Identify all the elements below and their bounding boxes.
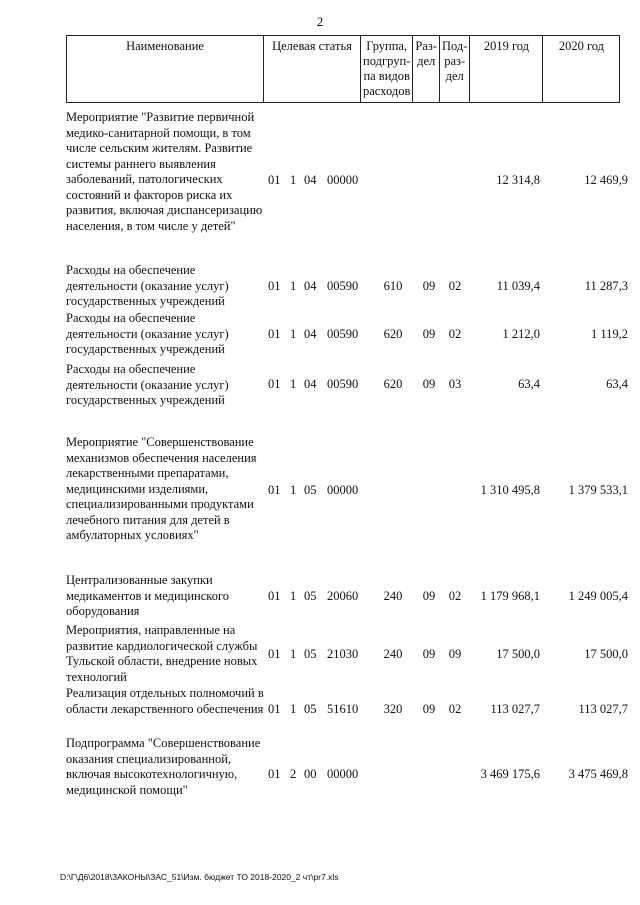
cell-c3: 04	[304, 173, 317, 187]
cell-c2: 2	[290, 767, 297, 781]
cell-y2020: 1 379 533,1	[568, 483, 628, 497]
cell-c1: 01	[268, 483, 281, 497]
cell-pr: 09	[448, 647, 462, 661]
cell-c4: 00590	[327, 327, 359, 341]
cell-y2020: 1 249 005,4	[568, 589, 628, 603]
cell-c2: 1	[290, 173, 297, 187]
cell-c2: 1	[290, 647, 297, 661]
cell-y2019: 1 179 968,1	[480, 589, 540, 603]
header-group: Группа, подгруп-па видов расходов	[361, 36, 413, 103]
cell-pr: 02	[448, 327, 462, 341]
cell-y2019: 12 314,8	[496, 173, 540, 187]
cell-c4: 00000	[327, 483, 359, 497]
cell-y2019: 3 469 175,6	[480, 767, 540, 781]
cell-c1: 01	[268, 589, 281, 603]
cell-grp: 610	[383, 279, 403, 293]
cell-y2019: 1 212,0	[502, 327, 540, 341]
header-name: Наименование	[67, 36, 264, 103]
header-2019: 2019 год	[470, 36, 543, 103]
cell-c3: 04	[304, 377, 317, 391]
cell-c4: 00590	[327, 279, 359, 293]
cell-c1: 01	[268, 173, 281, 187]
cell-y2020: 1 119,2	[590, 327, 628, 341]
cell-rz: 09	[422, 589, 436, 603]
row-name: Подпрограмма "Совершенствование оказания специализированной, включая высокотехнологичную, медицинской помощи"	[66, 736, 261, 797]
cell-grp: 240	[383, 589, 403, 603]
table-header	[66, 35, 620, 103]
cell-y2019: 1 310 495,8	[480, 483, 540, 497]
cell-rz: 09	[422, 647, 436, 661]
cell-c4: 51610	[327, 702, 359, 716]
cell-y2019: 113 027,7	[490, 702, 540, 716]
cell-c3: 05	[304, 647, 317, 661]
row-name: Расходы на обеспечение деятельности (оказание услуг) государственных учреждений	[66, 263, 229, 308]
page-number: 2	[316, 14, 324, 29]
cell-y2019: 11 039,4	[496, 279, 540, 293]
cell-pr: 02	[448, 279, 462, 293]
header-2020: 2020 год	[543, 36, 620, 103]
cell-y2019: 17 500,0	[496, 647, 540, 661]
table-row	[0, 736, 640, 886]
cell-c2: 1	[290, 702, 297, 716]
cell-c1: 01	[268, 767, 281, 781]
cell-grp: 620	[383, 327, 403, 341]
cell-c1: 01	[268, 647, 281, 661]
cell-c1: 01	[268, 377, 281, 391]
cell-c4: 20060	[327, 589, 359, 603]
header-target: Целевая статья	[264, 36, 361, 103]
cell-grp: 620	[383, 377, 403, 391]
cell-c3: 05	[304, 702, 317, 716]
cell-c3: 05	[304, 483, 317, 497]
row-name: Мероприятие "Совершенствование механизмов обеспечения населения лекарственными препаратами, медицинскими изделиями, специализированными продуктами лечебного питания для детей в амбулаторных условиях"	[66, 435, 257, 542]
cell-grp: 240	[383, 647, 403, 661]
row-name: Мероприятие "Развитие первичной медико-санитарной помощи, в том числе сельским жителям. Развитие системы раннего выявления заболеваний, патологических состояний и факторов риска их развития, включая диспансеризацию населения, в том числе у детей"	[66, 110, 263, 233]
cell-c2: 1	[290, 377, 297, 391]
cell-c3: 04	[304, 327, 317, 341]
row-name: Мероприятия, направленные на развитие кардиологической службы Тульской области, внедрение новых технологий	[66, 623, 258, 684]
cell-pr: 02	[448, 702, 462, 716]
cell-c2: 1	[290, 589, 297, 603]
cell-pr: 02	[448, 589, 462, 603]
cell-c1: 01	[268, 702, 281, 716]
cell-c2: 1	[290, 483, 297, 497]
cell-y2020: 3 475 469,8	[568, 767, 628, 781]
row-name: Централизованные закупки медикаментов и медицинского оборудования	[66, 573, 230, 618]
cell-y2020: 12 469,9	[584, 173, 628, 187]
header-podrazdel: Под-раз-дел	[439, 36, 469, 103]
cell-c1: 01	[268, 327, 281, 341]
cell-pr: 03	[448, 377, 462, 391]
row-name: Расходы на обеспечение деятельности (оказание услуг) государственных учреждений	[66, 362, 229, 407]
cell-y2020: 17 500,0	[584, 647, 628, 661]
cell-c1: 01	[268, 279, 281, 293]
header-razdel: Раз-дел	[413, 36, 440, 103]
cell-rz: 09	[422, 377, 436, 391]
row-name: Реализация отдельных полномочий в области лекарственного обеспечения	[66, 686, 264, 716]
cell-grp: 320	[383, 702, 403, 716]
cell-c3: 05	[304, 589, 317, 603]
cell-c2: 1	[290, 279, 297, 293]
cell-y2019: 63,4	[518, 377, 540, 391]
cell-y2020: 113 027,7	[578, 702, 628, 716]
table-row	[0, 110, 640, 260]
cell-c2: 1	[290, 327, 297, 341]
cell-c3: 00	[304, 767, 317, 781]
table-row	[0, 435, 640, 585]
cell-y2020: 11 287,3	[584, 279, 628, 293]
file-path-footer: D:\Г\Д6\2018\ЗАКОНЫ\ЗАС_51\Изм. бюджет ТО 2018-2020_2 чт\pr7.xls	[60, 872, 339, 882]
row-name: Расходы на обеспечение деятельности (оказание услуг) государственных учреждений	[66, 311, 229, 356]
cell-rz: 09	[422, 327, 436, 341]
cell-rz: 09	[422, 279, 436, 293]
cell-rz: 09	[422, 702, 436, 716]
cell-c4: 21030	[327, 647, 359, 661]
cell-c4: 00000	[327, 173, 359, 187]
cell-c3: 04	[304, 279, 317, 293]
cell-y2020: 63,4	[606, 377, 628, 391]
cell-c4: 00000	[327, 767, 359, 781]
cell-c4: 00590	[327, 377, 359, 391]
